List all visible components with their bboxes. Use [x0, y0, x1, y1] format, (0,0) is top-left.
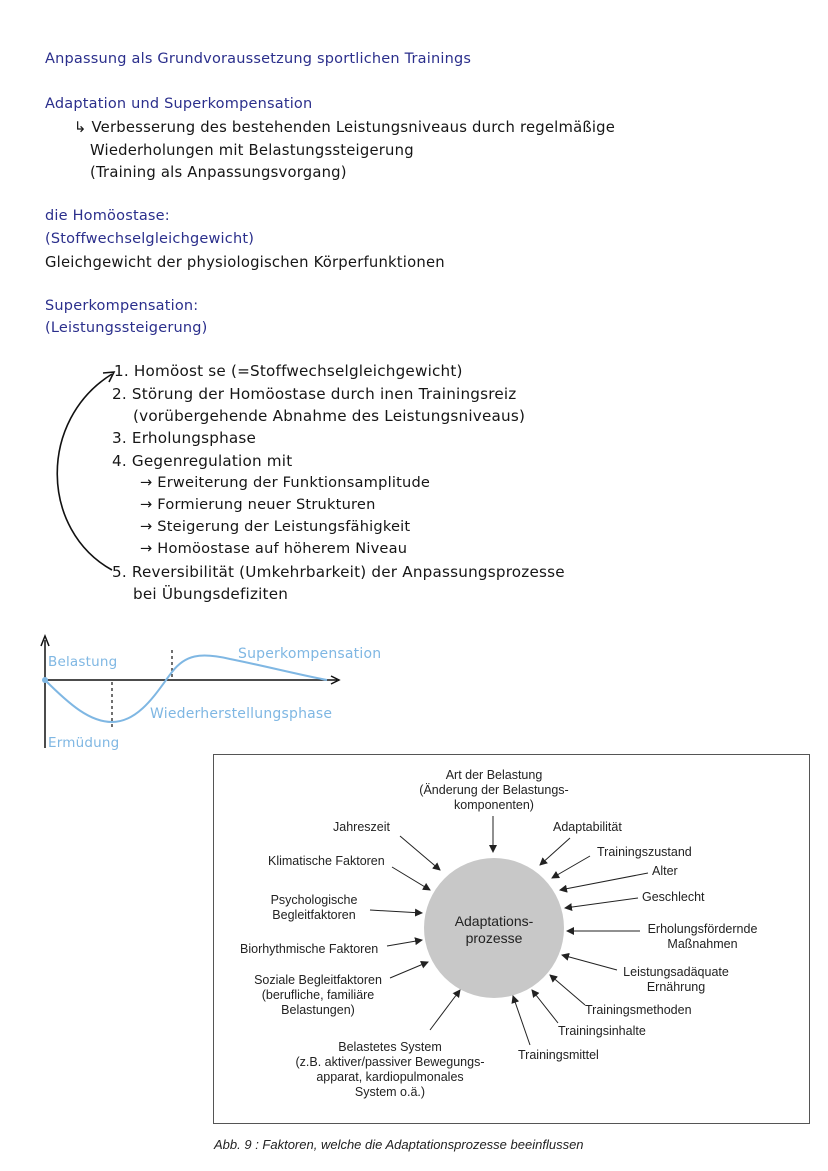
arrow-jahreszeit [400, 836, 440, 870]
factor-inhalte: Trainingsinhalte [558, 1024, 646, 1038]
list-item: → Erweiterung der Funktionsamplitude [140, 474, 431, 491]
list-item: 4. Gegenregulation mit [112, 452, 293, 470]
list-item: 3. Erholungsphase [112, 429, 257, 447]
factor-erholung: Erholungsfördernde Maßnahmen [647, 922, 758, 951]
factor-art: Art der Belastung (Änderung der Belastungs- komponenten) [419, 768, 569, 812]
factor-methoden: Trainingsmethoden [585, 1003, 692, 1017]
factor-jahreszeit: Jahreszeit [333, 820, 390, 834]
arrow-alter [560, 873, 648, 890]
arrow-methoden [550, 975, 585, 1005]
factor-adaptabilitaet: Adaptabilität [553, 820, 622, 834]
list-item: → Homöostase auf höherem Niveau [140, 540, 408, 557]
factor-alter: Alter [652, 864, 678, 878]
arrow-trainingszustand [552, 856, 590, 878]
arrow-sozial [390, 962, 428, 978]
list-item: → Formierung neuer Strukturen [140, 496, 376, 513]
factor-mittel: Trainingsmittel [518, 1048, 599, 1062]
list-item: 2. Störung der Homöostase durch inen Trainingsreiz [112, 385, 517, 403]
arrow-geschlecht [565, 898, 638, 908]
figure-caption: Abb. 9 : Faktoren, welche die Adaptationsprozesse beeinflussen [214, 1137, 584, 1152]
center-label: Adaptations- prozesse [454, 913, 534, 946]
list-item: 5. Reversibilität (Umkehrbarkeit) der Anpassungsprozesse [112, 563, 565, 581]
homoeostase-text: Gleichgewicht der physiologischen Körperfunktionen [45, 254, 445, 271]
superkompensation-subheading: (Leistungssteigerung) [45, 320, 208, 336]
factor-sozial: Soziale Begleitfaktoren (berufliche, familiäre Belastungen) [254, 973, 382, 1017]
arrow-inhalte [532, 990, 558, 1023]
adaptation-heading: Adaptation und Superkompensation [45, 96, 313, 112]
superkompensation-label: Superkompensation [238, 646, 382, 662]
list-item: → Steigerung der Leistungsfähigkeit [140, 518, 411, 535]
factor-psycho: Psychologische Begleitfaktoren [270, 893, 358, 922]
arrow-psycho [370, 910, 422, 913]
factor-system: Belastetes System (z.B. aktiver/passiver Bewegungs- apparat, kardiopulmonales System o.ä.) [295, 1040, 485, 1099]
list-item: 1. Homöost se (=Stoffwechselgleichgewicht) [114, 362, 463, 380]
arrow-adaptabilitaet [540, 838, 570, 865]
arrow-ernaehrung [562, 955, 617, 970]
factor-ernaehrung: Leistungsadäquate Ernährung [623, 965, 729, 994]
wiederherstellung-label: Wiederherstellungsphase [150, 706, 333, 722]
page-title: Anpassung als Grundvoraussetzung sportlichen Trainings [45, 51, 472, 67]
homoeostase-subheading: (Stoffwechselgleichgewicht) [45, 231, 255, 247]
factor-trainingszustand: Trainingszustand [597, 845, 692, 859]
arrow-bio [387, 940, 422, 946]
homoeostase-heading: die Homöostase: [45, 208, 170, 224]
arrow-klima [392, 867, 430, 890]
adaptation-line-3: (Training als Anpassungsvorgang) [90, 164, 347, 181]
arrow-mittel [513, 996, 530, 1045]
belastung-label: Belastung [48, 654, 118, 670]
factor-bio: Biorhythmische Faktoren [240, 942, 379, 956]
adaptation-line-2: Wiederholungen mit Belastungssteigerung [90, 142, 414, 159]
ermuedung-label: Ermüdung [48, 735, 120, 751]
factor-geschlecht: Geschlecht [642, 890, 705, 904]
superkompensation-heading: Superkompensation: [45, 298, 199, 314]
factor-klima: Klimatische Faktoren [268, 854, 385, 868]
list-item: bei Übungsdefiziten [133, 585, 289, 603]
list-item: (vorübergehende Abnahme des Leistungsniveaus) [133, 407, 526, 425]
adaptation-line-1: ↳ Verbesserung des bestehenden Leistungsniveaus durch regelmäßige [74, 119, 616, 136]
arrow-system [430, 990, 460, 1030]
